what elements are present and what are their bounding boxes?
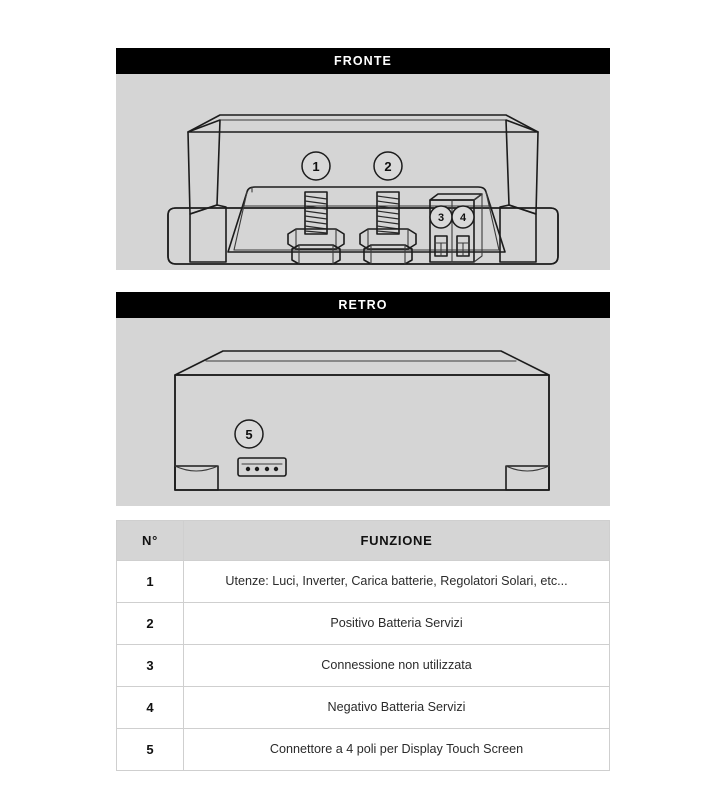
marker-4 bbox=[452, 206, 474, 228]
terminal-bolt-2 bbox=[360, 192, 416, 264]
row-function: Negativo Batteria Servizi bbox=[184, 687, 610, 729]
table-header-row bbox=[117, 521, 610, 561]
row-number: 2 bbox=[117, 603, 184, 645]
marker-3-label: 3 bbox=[437, 212, 445, 224]
diagram-front-view bbox=[116, 74, 610, 270]
function-table-body bbox=[117, 561, 610, 771]
marker-5-label: 5 bbox=[245, 427, 253, 442]
marker-2 bbox=[374, 152, 402, 180]
row-number: 1 bbox=[117, 561, 184, 603]
row-function: Connessione non utilizzata bbox=[184, 645, 610, 687]
panel-title-retro: RETRO bbox=[116, 292, 610, 318]
column-header-number: N° bbox=[117, 521, 184, 561]
marker-3 bbox=[430, 206, 452, 228]
front-view-drawing bbox=[116, 74, 610, 270]
row-number: 3 bbox=[117, 645, 184, 687]
terminal-bolt-1 bbox=[288, 192, 344, 264]
row-function: Connettore a 4 poli per Display Touch Screen bbox=[184, 729, 610, 771]
table-row bbox=[117, 687, 610, 729]
table-row bbox=[117, 729, 610, 771]
content-column bbox=[116, 48, 610, 771]
row-function: Utenze: Luci, Inverter, Carica batterie, Regolatori Solari, etc... bbox=[184, 561, 610, 603]
function-table bbox=[116, 520, 610, 771]
marker-5 bbox=[235, 420, 263, 448]
marker-2-label: 2 bbox=[384, 159, 392, 174]
connector-4-pin bbox=[238, 458, 286, 476]
row-function: Positivo Batteria Servizi bbox=[184, 603, 610, 645]
function-table-head bbox=[117, 521, 610, 561]
panel-fronte bbox=[116, 48, 610, 270]
marker-1-label: 1 bbox=[312, 159, 320, 174]
table-row bbox=[117, 561, 610, 603]
row-number: 4 bbox=[117, 687, 184, 729]
row-number: 5 bbox=[117, 729, 184, 771]
marker-4-label: 4 bbox=[459, 212, 467, 224]
table-spacer bbox=[116, 506, 610, 520]
rear-view-drawing bbox=[116, 318, 610, 506]
diagram-rear-view bbox=[116, 318, 610, 506]
panel-title-fronte: FRONTE bbox=[116, 48, 610, 74]
table-row bbox=[117, 645, 610, 687]
column-header-function: FUNZIONE bbox=[184, 521, 610, 561]
marker-1 bbox=[302, 152, 330, 180]
table-row bbox=[117, 603, 610, 645]
panel-spacer bbox=[116, 270, 610, 292]
panel-retro bbox=[116, 292, 610, 506]
